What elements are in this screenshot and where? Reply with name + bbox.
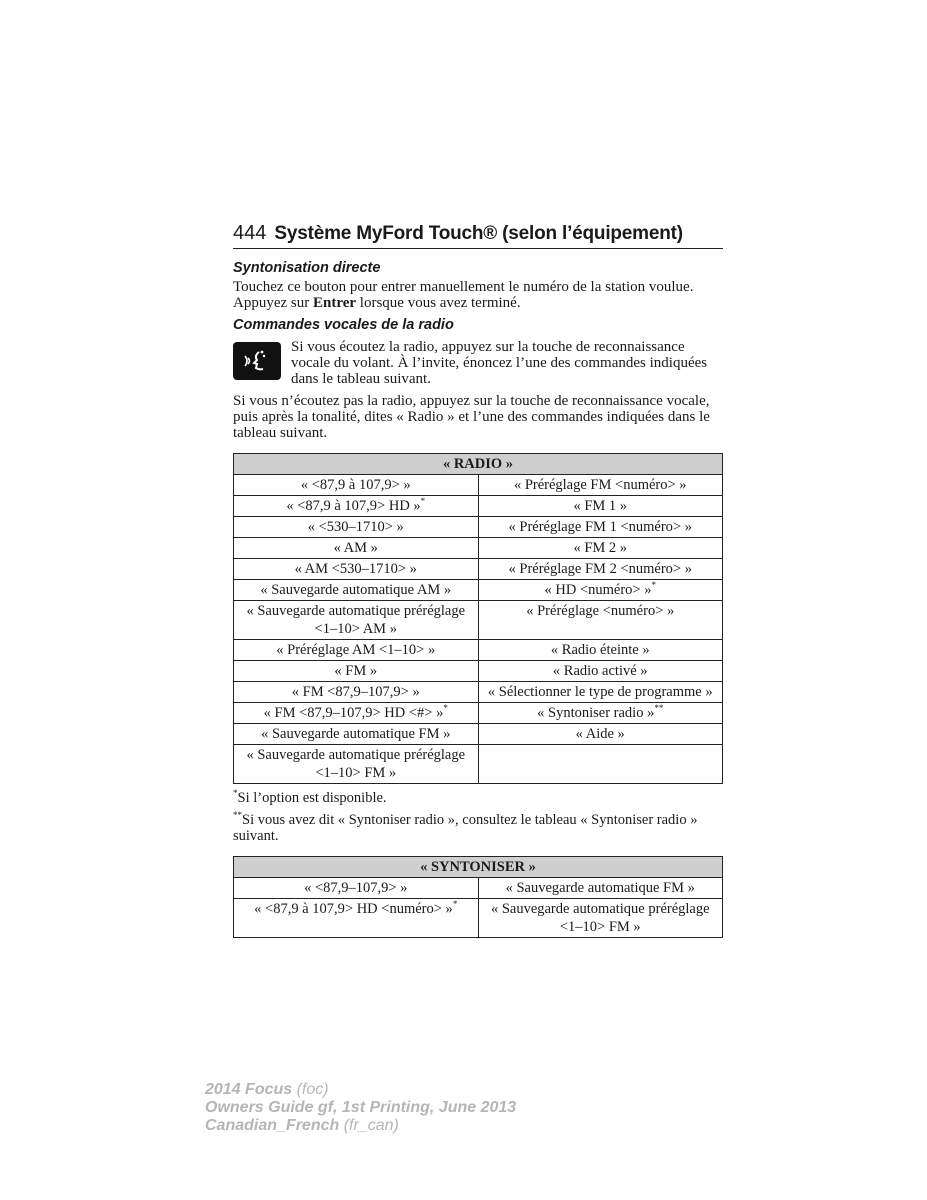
table-cell-right: « Sauvegarde automatique préréglage <1–10> FM » xyxy=(478,899,723,938)
table-cell-right: « FM 1 » xyxy=(478,496,723,517)
table-cell-right: « Radio éteinte » xyxy=(478,640,723,661)
table-row xyxy=(234,601,723,640)
table-row xyxy=(234,640,723,661)
section-heading-voice-commands: Commandes vocales de la radio xyxy=(233,317,454,333)
table-row xyxy=(234,580,723,601)
table-cell-left: « <87,9 à 107,9> » xyxy=(234,475,479,496)
page-number: 444 xyxy=(233,222,267,244)
table-cell-right: « Préréglage FM <numéro> » xyxy=(478,475,723,496)
table-cell-right xyxy=(478,745,723,784)
table-cell-right: « HD <numéro> »* xyxy=(478,580,723,601)
voice-instruction-text: Si vous écoutez la radio, appuyez sur la touche de reconnaissance vocale du volant. À l’invite, énoncez l’une des commandes indiquées dans le tableau suivant. xyxy=(291,339,708,387)
table-cell-left: « Sauvegarde automatique FM » xyxy=(234,724,479,745)
radio-command-table xyxy=(233,453,723,784)
table-cell-right: « Radio activé » xyxy=(478,661,723,682)
footnote-option: *Si l’option est disponible. xyxy=(233,788,387,806)
table-cell-right: « Sauvegarde automatique FM » xyxy=(478,878,723,899)
enter-keyword: Entrer xyxy=(312,295,357,311)
table-cell-left: « FM <87,9–107,9> » xyxy=(234,682,479,703)
page-content xyxy=(233,222,723,938)
table-row xyxy=(234,878,723,899)
voice-recognition-icon xyxy=(233,342,281,380)
footnote-tune-radio: **Si vous avez dit « Syntoniser radio », consultez le tableau « Syntoniser radio » suivant. xyxy=(233,810,698,844)
footer-line-printing: Owners Guide gf, 1st Printing, June 2013 xyxy=(205,1099,517,1116)
footer-line-language: Canadian_French (fr_can) xyxy=(205,1117,399,1134)
table-row xyxy=(234,496,723,517)
table-cell-right: « Sélectionner le type de programme » xyxy=(478,682,723,703)
table-cell-right: « Préréglage FM 1 <numéro> » xyxy=(478,517,723,538)
table-cell-left: « Sauvegarde automatique AM » xyxy=(234,580,479,601)
table-cell-left: « FM <87,9–107,9> HD <#> »* xyxy=(234,703,479,724)
table-cell-right: « Syntoniser radio »** xyxy=(478,703,723,724)
section-heading-direct-tuning: Syntonisation directe xyxy=(233,260,381,276)
table-cell-left: « AM <530–1710> » xyxy=(234,559,479,580)
table-row xyxy=(234,475,723,496)
table-row xyxy=(234,682,723,703)
radio-table-header: « RADIO » xyxy=(234,454,723,475)
table-row xyxy=(234,724,723,745)
tune-table-header: « SYNTONISER » xyxy=(234,857,723,878)
table-row xyxy=(234,703,723,724)
voice-instruction-row xyxy=(233,339,723,387)
table-cell-right: « FM 2 » xyxy=(478,538,723,559)
page-title: Système MyFord Touch® (selon l’équipement) xyxy=(274,223,683,244)
table-row xyxy=(234,559,723,580)
table-cell-left: « Sauvegarde automatique préréglage <1–10> FM » xyxy=(234,745,479,784)
table-row xyxy=(234,517,723,538)
page-header xyxy=(233,222,723,249)
table-cell-right: « Préréglage <numéro> » xyxy=(478,601,723,640)
direct-tuning-text: Touchez ce bouton pour entrer manuellement le numéro de la station voulue. Appuyez sur Entrer lorsque vous avez terminé. xyxy=(233,279,694,311)
table-cell-right: « Préréglage FM 2 <numéro> » xyxy=(478,559,723,580)
table-cell-right: « Aide » xyxy=(478,724,723,745)
table-row xyxy=(234,899,723,938)
table-cell-left: « Préréglage AM <1–10> » xyxy=(234,640,479,661)
table-row xyxy=(234,745,723,784)
table-cell-left: « <87,9 à 107,9> HD <numéro> »* xyxy=(234,899,479,938)
table-cell-left: « FM » xyxy=(234,661,479,682)
footer-line-model: 2014 Focus (foc) xyxy=(205,1081,329,1098)
page-footer xyxy=(205,1081,516,1135)
table-cell-left: « <87,9 à 107,9> HD »* xyxy=(234,496,479,517)
tune-command-table xyxy=(233,856,723,938)
section-direct-tuning xyxy=(233,260,723,311)
table-cell-left: « <530–1710> » xyxy=(234,517,479,538)
table-row xyxy=(234,538,723,559)
table-row xyxy=(234,661,723,682)
table-cell-left: « AM » xyxy=(234,538,479,559)
section-voice-commands xyxy=(233,317,723,441)
table-cell-left: « Sauvegarde automatique préréglage <1–10> AM » xyxy=(234,601,479,640)
voice-second-paragraph: Si vous n’écoutez pas la radio, appuyez sur la touche de reconnaissance vocale, puis après la tonalité, dites « Radio » et l’une des commandes indiquées dans le tableau suivant. xyxy=(233,393,710,441)
table-cell-left: « <87,9–107,9> » xyxy=(234,878,479,899)
